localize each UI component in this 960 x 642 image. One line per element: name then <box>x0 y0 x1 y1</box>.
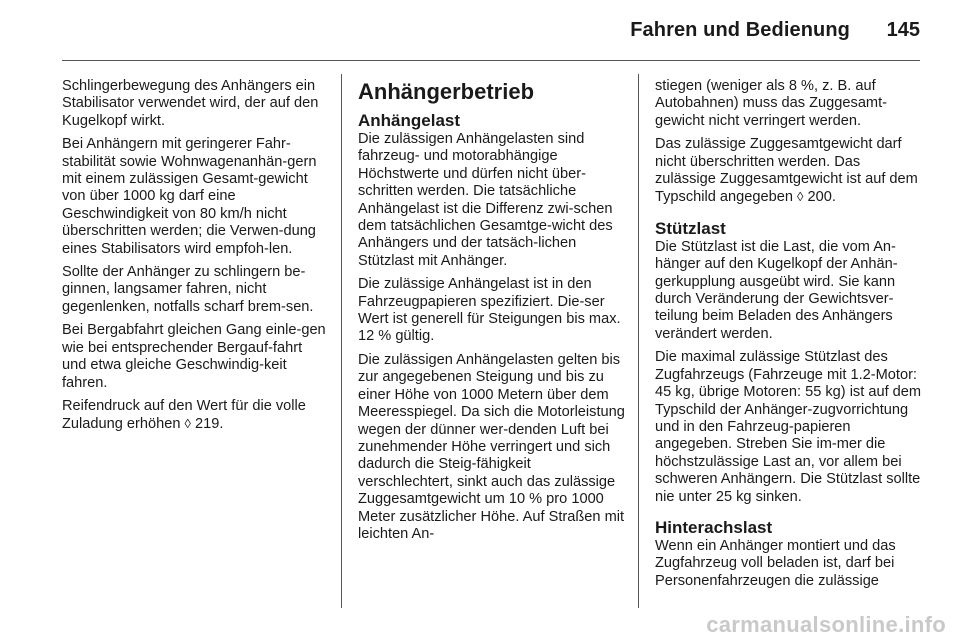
paragraph: Die zulässige Anhängelast ist in den Fahrzeugpapieren spezifiziert. Die-ser Wert ist generell für Steigungen bis max. 12 % gültig. <box>358 276 621 345</box>
page-ref-arrow-icon: ◊ <box>184 416 191 432</box>
paragraph: Bei Anhängern mit geringerer Fahr-stabilität sowie Wohnwagenanhän-gern mit einem zulässigen Gesamt-gewicht von über 1000 kg darf eine Geschwindigkeit von 80 km/h nicht überschritten werden; die Verwen-dung eines Stabilisators wird empfoh-len. <box>62 136 317 257</box>
paragraph: Die zulässigen Anhängelasten gelten bis zur angegebenen Steigung und bis zu einer Höhe von 1000 Metern über dem Meeresspiegel. Da sich die Motorleistung wegen der dünner wer-denden Luft bei zunehmender Höhe verringert und sich dadurch die Steig-fähigkeit verschlechtert, sinkt auch das zulässige Zuggesamtgewicht um 10 % pro 1000 Meter zusätzlicher Höhe. Auf Straßen mit leichten An- <box>358 351 625 542</box>
page-number: 145 <box>886 19 920 41</box>
page-ref-link[interactable]: 219. <box>195 416 224 433</box>
subsection-title-anhaengelast: Anhängelast <box>358 111 461 130</box>
section-title: Anhängerbetrieb <box>358 79 535 104</box>
paragraph: Bei Bergabfahrt gleichen Gang einle-gen wie bei entsprechender Bergauf-fahrt und etwa gleiche Geschwindig-keit fahren. <box>62 322 326 391</box>
paragraph <box>62 398 328 434</box>
column-divider <box>341 74 342 608</box>
paragraph-text: Reifendruck auf den Wert für die volle Zuladung erhöhen <box>62 397 306 433</box>
watermark-text: carmanualsonline.info <box>706 612 946 637</box>
paragraph: Schlingerbewegung des Anhängers ein Stabilisator verwendet wird, der auf den Kugelkopf wirkt. <box>62 78 319 129</box>
paragraph: Wenn ein Anhänger montiert und das Zugfahrzeug voll beladen ist, darf bei Personenfahrzeugen die zulässige <box>655 537 896 589</box>
paragraph: Die Stützlast ist die Last, die vom An-hänger auf den Kugelkopf der Anhän-gerkupplung ausgeübt wird. Sie kann durch Veränderung der Gewichtsver-teilung beim Beladen des Anhängers verändert werden. <box>655 238 898 342</box>
paragraph: Die maximal zulässige Stützlast des Zugfahrzeugs (Fahrzeuge mit 1.2-Motor: 45 kg, übrige Motoren: 55 kg) ist auf dem Typschild der Anhänger-zugvorrichtung und in den Fahrzeug-papieren angegeben. Streben Sie im-mer die höchstzulässige Last an, vor allem bei schweren Anhängern. Die Stützlast sollte nie unter 25 kg sinken. <box>655 349 922 505</box>
header-title: Fahren und Bedienung <box>630 19 850 41</box>
page-ref-link[interactable]: 200. <box>807 189 836 206</box>
paragraph: stiegen (weniger als 8 %, z. B. auf Autobahnen) muss das Zuggesamt-gewicht nicht verringert werden. <box>655 78 888 129</box>
column-divider <box>638 74 639 608</box>
subsection-title-stuetzlast: Stützlast <box>655 218 726 238</box>
column-middle <box>358 79 625 549</box>
paragraph: Sollte der Anhänger zu schlingern be-ginnen, langsamer fahren, nicht gegenlenken, notfalls scharf brem-sen. <box>62 264 314 315</box>
column-left <box>62 78 328 440</box>
subsection-title-hinterachslast: Hinterachslast <box>655 517 773 537</box>
page-header <box>0 0 960 60</box>
paragraph <box>655 136 922 207</box>
column-right <box>655 78 922 596</box>
page-ref-arrow-icon: ◊ <box>797 189 804 205</box>
paragraph-text: Das zulässige Zuggesamtgewicht darf nicht überschritten werden. Das zulässige Zuggesamtgewicht ist auf dem Typschild angegeben <box>655 136 918 206</box>
header-rule <box>62 60 920 61</box>
paragraph: Die zulässigen Anhängelasten sind fahrzeug- und motorabhängige Höchstwerte und dürfen nicht über-schritten werden. Die tatsächliche Anhängelast ist die Differenz zwi-schen dem tatsächlichen Gesamtge-wicht des Anhängers und der tatsäch-lichen Stützlast mit Anhänger. <box>358 131 613 269</box>
